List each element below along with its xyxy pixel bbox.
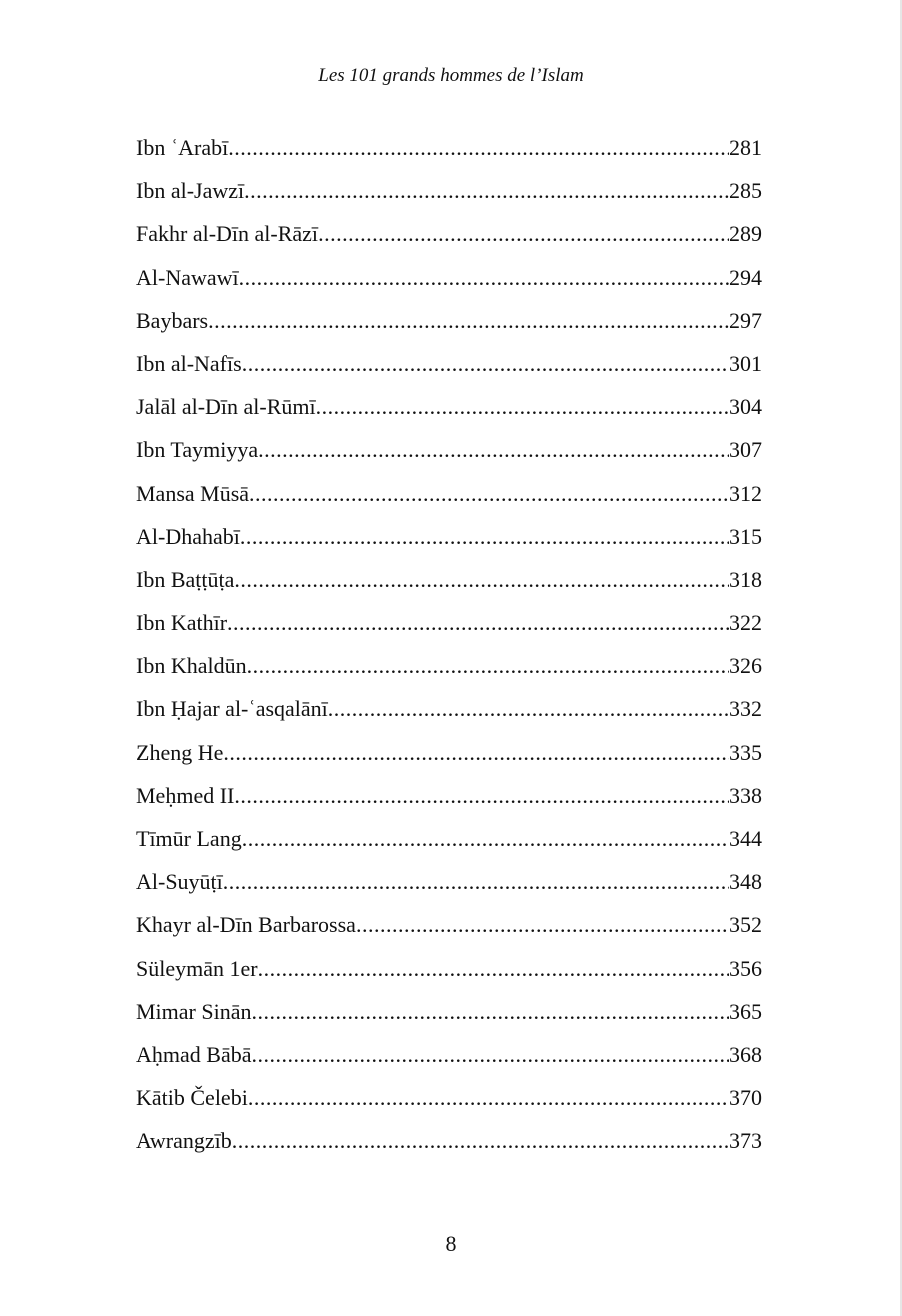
toc-dot-leader <box>242 347 729 381</box>
toc-entry-page: 335 <box>729 739 762 765</box>
toc-entry-title: Aḥmad Bābā <box>136 1041 252 1067</box>
toc-entry-title: Ibn al-Jawzī <box>136 178 245 204</box>
toc-entry <box>136 174 762 217</box>
toc-entry <box>136 520 762 563</box>
toc-entry-title: Mimar Sinān <box>136 998 252 1024</box>
toc-entry <box>136 908 762 951</box>
toc-entry <box>136 390 762 433</box>
toc-entry <box>136 304 762 347</box>
toc-entry-title: Baybars <box>136 307 209 333</box>
toc-entry <box>136 433 762 476</box>
toc-entry-page: 297 <box>729 307 762 333</box>
toc-entry-title: Mansa Mūsā <box>136 480 250 506</box>
toc-entry <box>136 261 762 304</box>
toc-dot-leader <box>251 1038 729 1072</box>
toc-dot-leader <box>240 520 729 554</box>
toc-dot-leader <box>316 390 729 424</box>
toc-entry-page: 322 <box>729 610 762 636</box>
toc-dot-leader <box>223 865 729 899</box>
toc-dot-leader <box>247 649 729 683</box>
toc-entry-page: 285 <box>729 178 762 204</box>
toc-entry-page: 368 <box>729 1041 762 1067</box>
toc-entry-title: Süleymān 1er <box>136 955 258 981</box>
toc-entry-title: Ibn Baṭṭūṭa <box>136 566 235 592</box>
toc-entry <box>136 1038 762 1081</box>
toc-entry-page: 281 <box>729 135 762 160</box>
toc-entry <box>136 606 762 649</box>
toc-entry <box>136 217 762 260</box>
toc-entry-title: Ibn al-Nafīs <box>136 350 242 376</box>
toc-entry-page: 352 <box>729 912 762 938</box>
toc-entry <box>136 822 762 865</box>
toc-entry-page: 326 <box>729 653 762 679</box>
toc-entry-page: 307 <box>729 437 762 463</box>
toc-entry <box>136 865 762 908</box>
toc-dot-leader <box>234 779 729 813</box>
toc-dot-leader <box>227 606 729 640</box>
toc-entry-page: 365 <box>729 998 762 1024</box>
toc-entry-title: Al-Dhahabī <box>136 523 240 549</box>
toc-entry-page: 332 <box>729 696 762 722</box>
toc-entry-page: 344 <box>729 826 762 851</box>
toc-entry-title: Zheng He <box>136 739 224 765</box>
toc-entry <box>136 1124 762 1167</box>
toc-dot-leader <box>244 174 729 208</box>
toc-entry-title: Al-Suyūṭī <box>136 869 223 895</box>
toc-entry <box>136 347 762 390</box>
toc-dot-leader <box>242 822 729 856</box>
toc-entry <box>136 649 762 692</box>
toc-dot-leader <box>208 304 729 338</box>
toc-entry <box>136 779 762 822</box>
toc-entry-title: Jalāl al-Dīn al-Rūmī <box>136 394 316 420</box>
toc-entry-page: 373 <box>729 1128 762 1154</box>
toc-dot-leader <box>258 952 729 986</box>
toc-entry-page: 301 <box>729 350 762 376</box>
toc-entry <box>136 1081 762 1124</box>
toc-entry <box>136 736 762 779</box>
toc-entry-page: 294 <box>729 264 762 290</box>
toc-entry-page: 318 <box>729 566 762 592</box>
toc-entry-title: Ibn ʿArabī <box>136 135 229 160</box>
toc-entry-title: Kātib Čelebi <box>136 1085 248 1111</box>
toc-entry-title: Ibn Taymiyya <box>136 437 259 463</box>
toc-entry-title: Fakhr al-Dīn al-Rāzī <box>136 221 319 247</box>
toc-entry-title: Ibn Khaldūn <box>136 653 247 679</box>
toc-dot-leader <box>252 995 730 1029</box>
toc-dot-leader <box>228 131 729 165</box>
toc-entry-title: Khayr al-Dīn Barbarossa <box>136 912 356 938</box>
toc-entry <box>136 952 762 995</box>
toc-entry-title: Al-Nawawī <box>136 264 239 290</box>
toc-entry-page: 356 <box>729 955 762 981</box>
toc-entry-page: 348 <box>729 869 762 895</box>
toc-dot-leader <box>328 692 729 726</box>
page-number: 8 <box>445 1231 457 1256</box>
toc-dot-leader <box>232 1124 729 1158</box>
toc-entry-page: 312 <box>729 480 762 506</box>
toc-dot-leader <box>258 433 729 467</box>
toc-entry-page: 315 <box>729 523 762 549</box>
toc-entry-title: Awrangzīb <box>136 1128 232 1154</box>
toc-dot-leader <box>223 736 729 770</box>
toc-entry <box>136 477 762 520</box>
toc-dot-leader <box>248 1081 729 1115</box>
toc-dot-leader <box>239 261 729 295</box>
toc-entry <box>136 995 762 1038</box>
toc-entry-title: Ibn Ḥajar al-ʿasqalānī <box>136 696 328 722</box>
toc-dot-leader <box>249 477 729 511</box>
table-of-contents <box>136 131 762 1168</box>
toc-entry <box>136 131 762 174</box>
toc-dot-leader <box>318 217 729 251</box>
toc-entry-title: Tīmūr Lang <box>136 826 242 851</box>
toc-entry-page: 338 <box>729 782 762 808</box>
toc-entry-page: 289 <box>729 221 762 247</box>
toc-entry <box>136 692 762 735</box>
toc-dot-leader <box>356 908 729 942</box>
toc-entry <box>136 563 762 606</box>
toc-entry-page: 370 <box>729 1085 762 1111</box>
running-header: Les 101 grands hommes de l’Islam <box>318 65 584 86</box>
toc-entry-title: Ibn Kathīr <box>136 610 228 636</box>
toc-dot-leader <box>234 563 729 597</box>
toc-entry-title: Meḥmed II <box>136 782 235 808</box>
toc-entry-page: 304 <box>729 394 762 420</box>
